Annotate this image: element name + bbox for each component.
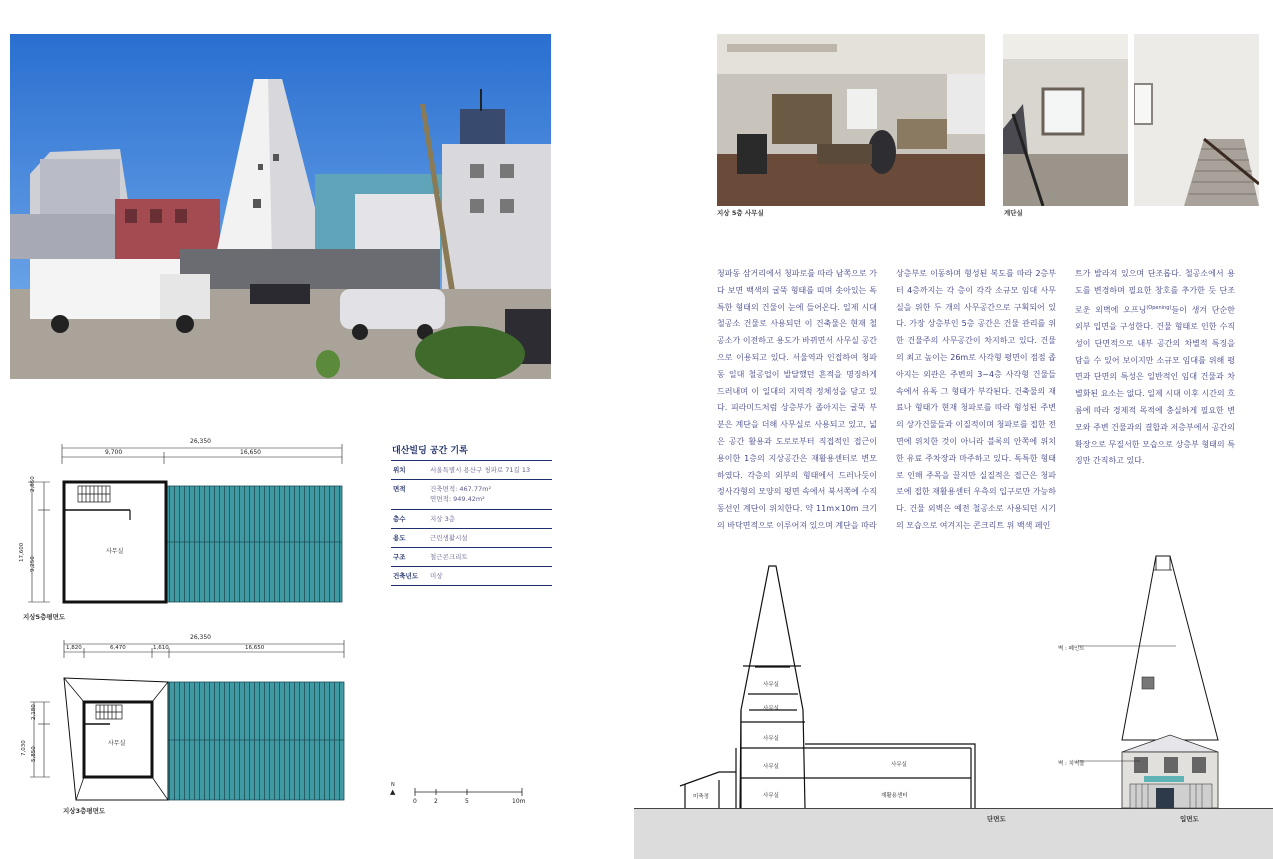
plan5-dim-b: 16,650 — [240, 449, 261, 456]
section-floor-label: 사무실 — [763, 706, 779, 712]
plan5-dim-v-b: 9,250 — [30, 556, 36, 572]
plan3-dim-total: 26,350 — [190, 634, 211, 641]
scale-tick-2: 2 — [434, 798, 438, 805]
body-column-3-sup: (Opening) — [1146, 304, 1172, 311]
section-recycle-center: 재활용센터 — [881, 793, 908, 799]
elevation-note-brick: 벽 : 치벽돌 — [1058, 761, 1085, 767]
spec-value: 미상 — [430, 572, 443, 580]
spec-row — [391, 548, 552, 567]
body-column-2: 상층부로 이동하며 형성된 복도를 따라 2층부터 4층까지는 각 층이 각각 소규모 임대 사무실을 위한 두 개의 사무공간으로 구획되어 있다. 가장 상층부인 5층 공간은 건물 관리를 위한 건물주의 사무공간이 차지하고 있다. 건물의 최고 높이는 26m로 사각형 평면이 점점 좁아지는 외관은 주변의 3~4층 사각형 건물들 속에서 유독 그 형태가 부각된다. 건축물의 재료나 형태가 현재 청파로를 따라 형성된 주변의 상가건물들과 이질적이며 청파로를 접한 전면에 위치한 것이 아니라 블록의 안쪽에 위치한 유료 주차장과 마주하고 있다. 독특한 형태로 인해 주목을 끌지만 실질적은 접근은 청파로에 접한 재활용센터 우측의 입구로만 가능하다. 건물 외벽은 예전 철공소로 사용되던 시기의 모습으로 여겨지는 콘크리트 위 백색 페인 — [896, 269, 1056, 530]
spec-building-area: 건축면적: 467.77m² — [430, 485, 492, 493]
body-column-3 — [1075, 266, 1235, 470]
plan3-dim-v-b: 5,850 — [31, 746, 37, 762]
plan3-dim-c: 1,610 — [153, 645, 169, 651]
section-floor-label: 사무실 — [763, 736, 779, 742]
section-floor-label: 사무실 — [763, 764, 779, 770]
spec-row — [391, 480, 552, 510]
spec-label: 구조 — [393, 553, 406, 561]
body-column-3-a: 트가 발라져 있으며 단조롭다. 철공소에서 용도를 변경하며 필요한 창호를 추가한 듯 단조로운 외벽에 오프닝 — [1075, 269, 1235, 315]
spec-value — [430, 484, 552, 505]
north-arrow-icon: N — [391, 782, 395, 788]
section-left-room: 미축정 — [693, 794, 709, 800]
ground-band — [634, 808, 1273, 859]
building-photo — [10, 34, 551, 379]
plan5-dim-v-total: 17,600 — [19, 542, 25, 562]
plan3-dim-d: 16,650 — [245, 645, 265, 651]
stair-photo-caption: 계단실 — [1004, 209, 1023, 217]
plan5-room-label: 사무실 — [106, 548, 124, 555]
stair-photo-2 — [1134, 34, 1259, 206]
plan5-dim-v-a: 2,850 — [30, 476, 36, 492]
plan5-dim-a: 9,700 — [105, 449, 123, 456]
scale-tick-0: 0 — [413, 798, 417, 805]
stair-photo-1 — [1003, 34, 1128, 206]
elevation-caption: 입면도 — [1180, 815, 1199, 823]
spec-row — [391, 510, 552, 529]
spec-label: 건축년도 — [393, 572, 419, 580]
plan3-room-label: 사무실 — [108, 740, 126, 747]
plan3-dim-b: 6,470 — [110, 645, 126, 651]
office-photo — [717, 34, 985, 206]
plan3-dim-v-total: 7,030 — [21, 740, 27, 756]
section-floor-label: 사무실 — [763, 793, 779, 799]
spec-total-area: 연면적: 949.42m² — [430, 495, 485, 503]
plan3-caption: 지상3층평면도 — [63, 807, 106, 815]
section-annex-office: 사무실 — [891, 762, 907, 768]
spec-table — [391, 460, 552, 586]
spec-value: 철근콘크리트 — [430, 553, 468, 561]
spec-label: 용도 — [393, 534, 406, 542]
spec-value: 지상 3층 — [430, 515, 456, 523]
body-column-3-b: 들이 생겨 단순한 외부 입면을 구성한다. 건물 형태로 인한 수직성이 단면적으로 내부 공간의 차별적 특징을 담을 수 있어 보이지만 소규모 임대를 위해 평면과 단면의 특성은 일반적인 임대 건물과 차별화된 요소는 없다. 일제 시대 이후 시간의 흐름에 따라 경제적 목적에 충실하게 필요한 변모와 주변 건물과의 결합과 저층부에서 공간의 확장으로 무질서한 모습으로 상층부 형태의 특징만 간직하고 있다. — [1075, 305, 1235, 466]
floor-plan-3f — [20, 632, 360, 822]
body-column-1: 청파동 삼거리에서 청파로를 따라 남쪽으로 가다 보면 백색의 굴뚝 형태를 띠며 솟아있는 독특한 형태의 건물이 눈에 들어온다. 일제 시대 철공소 건물로 사용되던 이 건축물은 현재 철공소가 이전하고 용도가 바뀌면서 사무실 공간으로 이용되고 있다. 서울역과 인접하여 청파동 일대 철공업이 발달했던 흔적을 명징하게 드러내며 이 일대의 지역적 정체성을 담고 있다. 피라미드처럼 상층부가 좁아지는 굴뚝 부분은 계단을 더해 사무실로 사용되고 있고, 넓은 공간 활용과 도로로부터 직접적인 접근이 용이한 1층의 지상공간은 재활용센터로 변모하였다. 각층의 외부의 형태에서 드러나듯이 정사각형의 모양의 평면 속에서 북서쪽에 수직 동선인 계단이 위치한다. 약 11m×10m 크기의 바닥면적으로 이루어져 있으며 계단을 따라 — [717, 269, 877, 530]
north-arrow-glyph-icon: ▲ — [390, 788, 396, 796]
spec-label: 층수 — [393, 515, 406, 523]
spec-row — [391, 567, 552, 586]
plan5-caption: 지상5층평면도 — [23, 613, 66, 621]
spec-value: 서울특별시 용산구 청파로 71길 13 — [430, 466, 531, 474]
spec-title: 대산빌딩 공간 기록 — [392, 446, 468, 456]
plan3-dim-v-a: 2,180 — [31, 704, 37, 720]
elevation-drawing — [1050, 552, 1270, 810]
plan3-dim-a: 1,820 — [66, 645, 82, 651]
section-floor-label: 사무실 — [763, 682, 779, 688]
spec-row — [391, 461, 552, 480]
office-photo-caption: 지상 5층 사무실 — [717, 209, 764, 217]
spec-row — [391, 529, 552, 548]
scale-bar — [388, 782, 528, 812]
spec-label: 위치 — [393, 466, 406, 474]
plan5-dim-total: 26,350 — [190, 438, 211, 445]
spec-value: 근린생활시설 — [430, 534, 468, 542]
floor-plan-5f — [20, 434, 360, 624]
section-drawing — [675, 560, 985, 810]
elevation-note-paint: 벽 : 페인트 — [1058, 646, 1085, 652]
section-caption: 단면도 — [987, 815, 1006, 823]
scale-tick-5: 5 — [465, 798, 469, 805]
spec-label: 면적 — [393, 485, 406, 493]
scale-tick-10m: 10m — [512, 798, 526, 805]
